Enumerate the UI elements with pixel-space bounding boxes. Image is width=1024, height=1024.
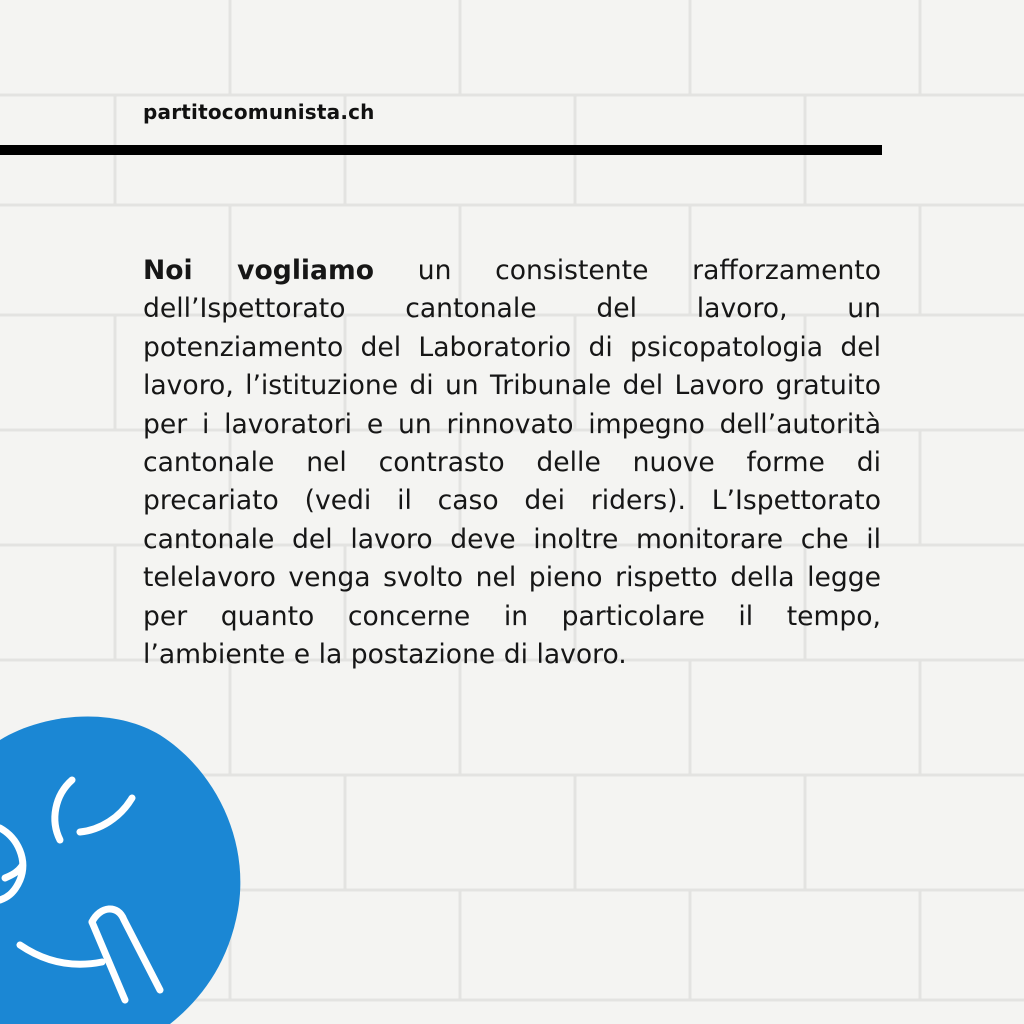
site-url: partitocomunista.ch [143,100,375,124]
lead-phrase: Noi vogliamo [143,255,374,286]
paragraph-text: un consistente rafforzamento dell’Ispettorato cantonale del lavoro, un potenziamento del Laboratorio di psicopatologia del lavoro, l’istituzione di un Tribunale del Lavoro gratuito per i lavoratori e un rinnovato impegno dell’autorità cantonale nel contrasto delle nuove forme di precariato (vedi il caso dei riders). L’Ispettorato cantonale del lavoro deve inoltre monitorare che il telelavoro venga svolto nel pieno rispetto della legge per quanto concerne in particolare il tempo, l’ambiente e la postazione di lavoro. [143,255,881,671]
thinking-face-icon [0,700,260,1024]
header-divider [0,145,882,155]
body-paragraph [143,252,881,674]
